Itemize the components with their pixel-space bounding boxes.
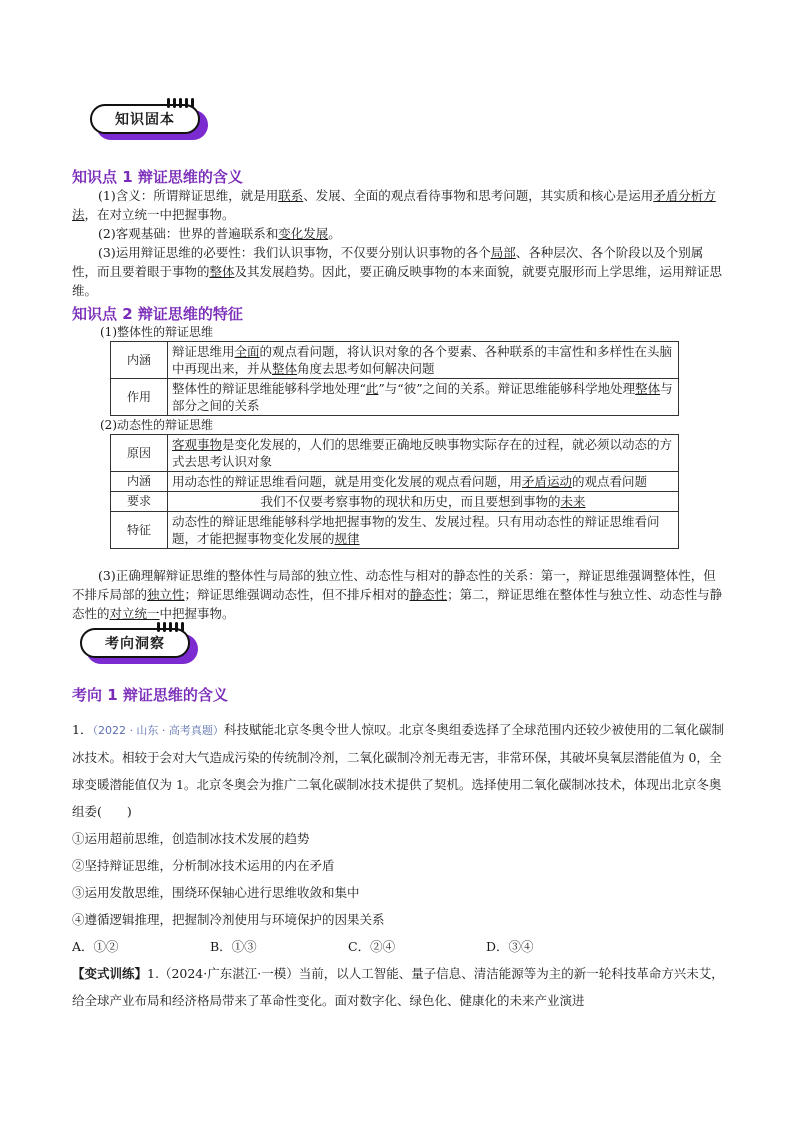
kp2-paragraph-3: (3)正确理解辩证思维的整体性与局部的独立性、动态性与相对的静态性的关系：第一，辩证思维强调整体性，但不排斥局部的独立性；辩证思维强调动态性，但不排斥相对的静态性；第二，辩证思维在整体性与独立性、动态性与静态性的对立统一中把握事物。 — [72, 568, 723, 621]
option-b[interactable]: B．①③ — [210, 939, 257, 954]
kp1-heading: 知识点 1 辩证思维的含义 — [72, 168, 243, 186]
table2-caption: (2)动态性的辩证思维 — [100, 418, 213, 432]
row-value: 整体性的辩证思维能够科学地处理“此”与“彼”之间的关系。辩证思维能够科学地处理整体与部分之间的关系 — [168, 379, 679, 416]
row-value: 用动态性的辩证思维看问题，就是用变化发展的观点看问题，用矛盾运动的观点看问题 — [168, 472, 679, 492]
table-row — [111, 492, 679, 512]
banner-label: 知识固本 — [90, 104, 200, 134]
row-key: 内涵 — [111, 472, 168, 492]
table-row — [111, 512, 679, 549]
dynamic-table — [110, 434, 679, 549]
wholeness-table — [110, 341, 679, 416]
kp1-paragraph-3: (3)运用辩证思维的必要性：我们认识事物，不仅要分别认识事物的各个局部、各种层次、各个阶段以及个别属性，而且要着眼于事物的整体及其发展趋势。因此，要正确反映事物的本来面貌，就要克服形而上学思维，运用辩证思维。 — [72, 245, 723, 298]
row-key: 内涵 — [111, 342, 168, 379]
banner-label: 考向洞察 — [80, 628, 190, 658]
binder-rings-icon — [157, 622, 184, 632]
table-row — [111, 379, 679, 416]
variant-tag: 【变式训练】 — [72, 966, 148, 981]
kp1-paragraph-2: (2)客观基础：世界的普遍联系和变化发展。 — [98, 226, 341, 241]
question-item: ③运用发散思维，围绕环保轴心进行思维收敛和集中 — [72, 885, 360, 900]
section-banner-exam-insight — [80, 628, 198, 664]
option-c[interactable]: C．②④ — [348, 939, 396, 954]
binder-rings-icon — [167, 98, 194, 108]
kx1-heading: 考向 1 辩证思维的含义 — [72, 686, 228, 704]
option-a[interactable]: A．①② — [72, 939, 119, 954]
row-key: 作用 — [111, 379, 168, 416]
table-row — [111, 472, 679, 492]
kp1-paragraph-1: (1)含义：所谓辩证思维，就是用联系、发展、全面的观点看待事物和思考问题，其实质和核心是运用矛盾分析方法，在对立统一中把握事物。 — [72, 188, 716, 222]
row-key: 特征 — [111, 512, 168, 549]
section-banner-knowledge — [90, 104, 208, 140]
table1-caption: (1)整体性的辩证思维 — [100, 325, 213, 339]
answer-options — [72, 933, 724, 960]
question-item: ①运用超前思维，创造制冰技术发展的趋势 — [72, 831, 310, 846]
row-value: 我们不仅要考察事物的现状和历史，而且要想到事物的未来 — [168, 492, 679, 512]
option-d[interactable]: D．③④ — [486, 939, 534, 954]
row-value: 辩证思维用全面的观点看问题，将认识对象的各个要素、各种联系的丰富性和多样性在头脑中再现出来，并从整体角度去思考如何解决问题 — [168, 342, 679, 379]
question-1 — [72, 716, 724, 1014]
row-key: 要求 — [111, 492, 168, 512]
row-key: 原因 — [111, 435, 168, 472]
question-source: （2022 · 山东 · 高考真题） — [92, 724, 224, 737]
kp2-heading: 知识点 2 辩证思维的特征 — [72, 305, 243, 323]
question-stem: 1．（2022 · 山东 · 高考真题）科技赋能北京冬奥令世人惊叹。北京冬奥组委选择了全球范围内还较少被使用的二氧化碳制冰技术。相较于会对大气造成污染的传统制冷剂，二氧化碳制冷剂无毒无害，非常环保，其破坏臭氧层潜能值为 0，全球变暖潜能值仅为 1。北京冬奥会为推广二氧化碳制冰技术提供了契机。选择使用二氧化碳制冰技术，体现出北京冬奥组委( ) — [72, 722, 724, 819]
table-row — [111, 342, 679, 379]
row-value: 动态性的辩证思维能够科学地把握事物的发生、发展过程。只有用动态性的辩证思维看问题，才能把握事物变化发展的规律 — [168, 512, 679, 549]
row-value: 客观事物是变化发展的，人们的思维要正确地反映事物实际存在的过程，就必须以动态的方式去思考认识对象 — [168, 435, 679, 472]
question-item: ②坚持辩证思维，分析制冰技术运用的内在矛盾 — [72, 858, 335, 873]
variant-training: 【变式训练】1.（2024·广东湛江·一模）当前，以人工智能、量子信息、清洁能源等为主的新一轮科技革命方兴未艾，给全球产业布局和经济格局带来了革命性变化。面对数字化、绿色化、健康化的未来产业演进 — [72, 966, 724, 1008]
table-row — [111, 435, 679, 472]
question-item: ④遵循逻辑推理，把握制冷剂使用与环境保护的因果关系 — [72, 912, 385, 927]
